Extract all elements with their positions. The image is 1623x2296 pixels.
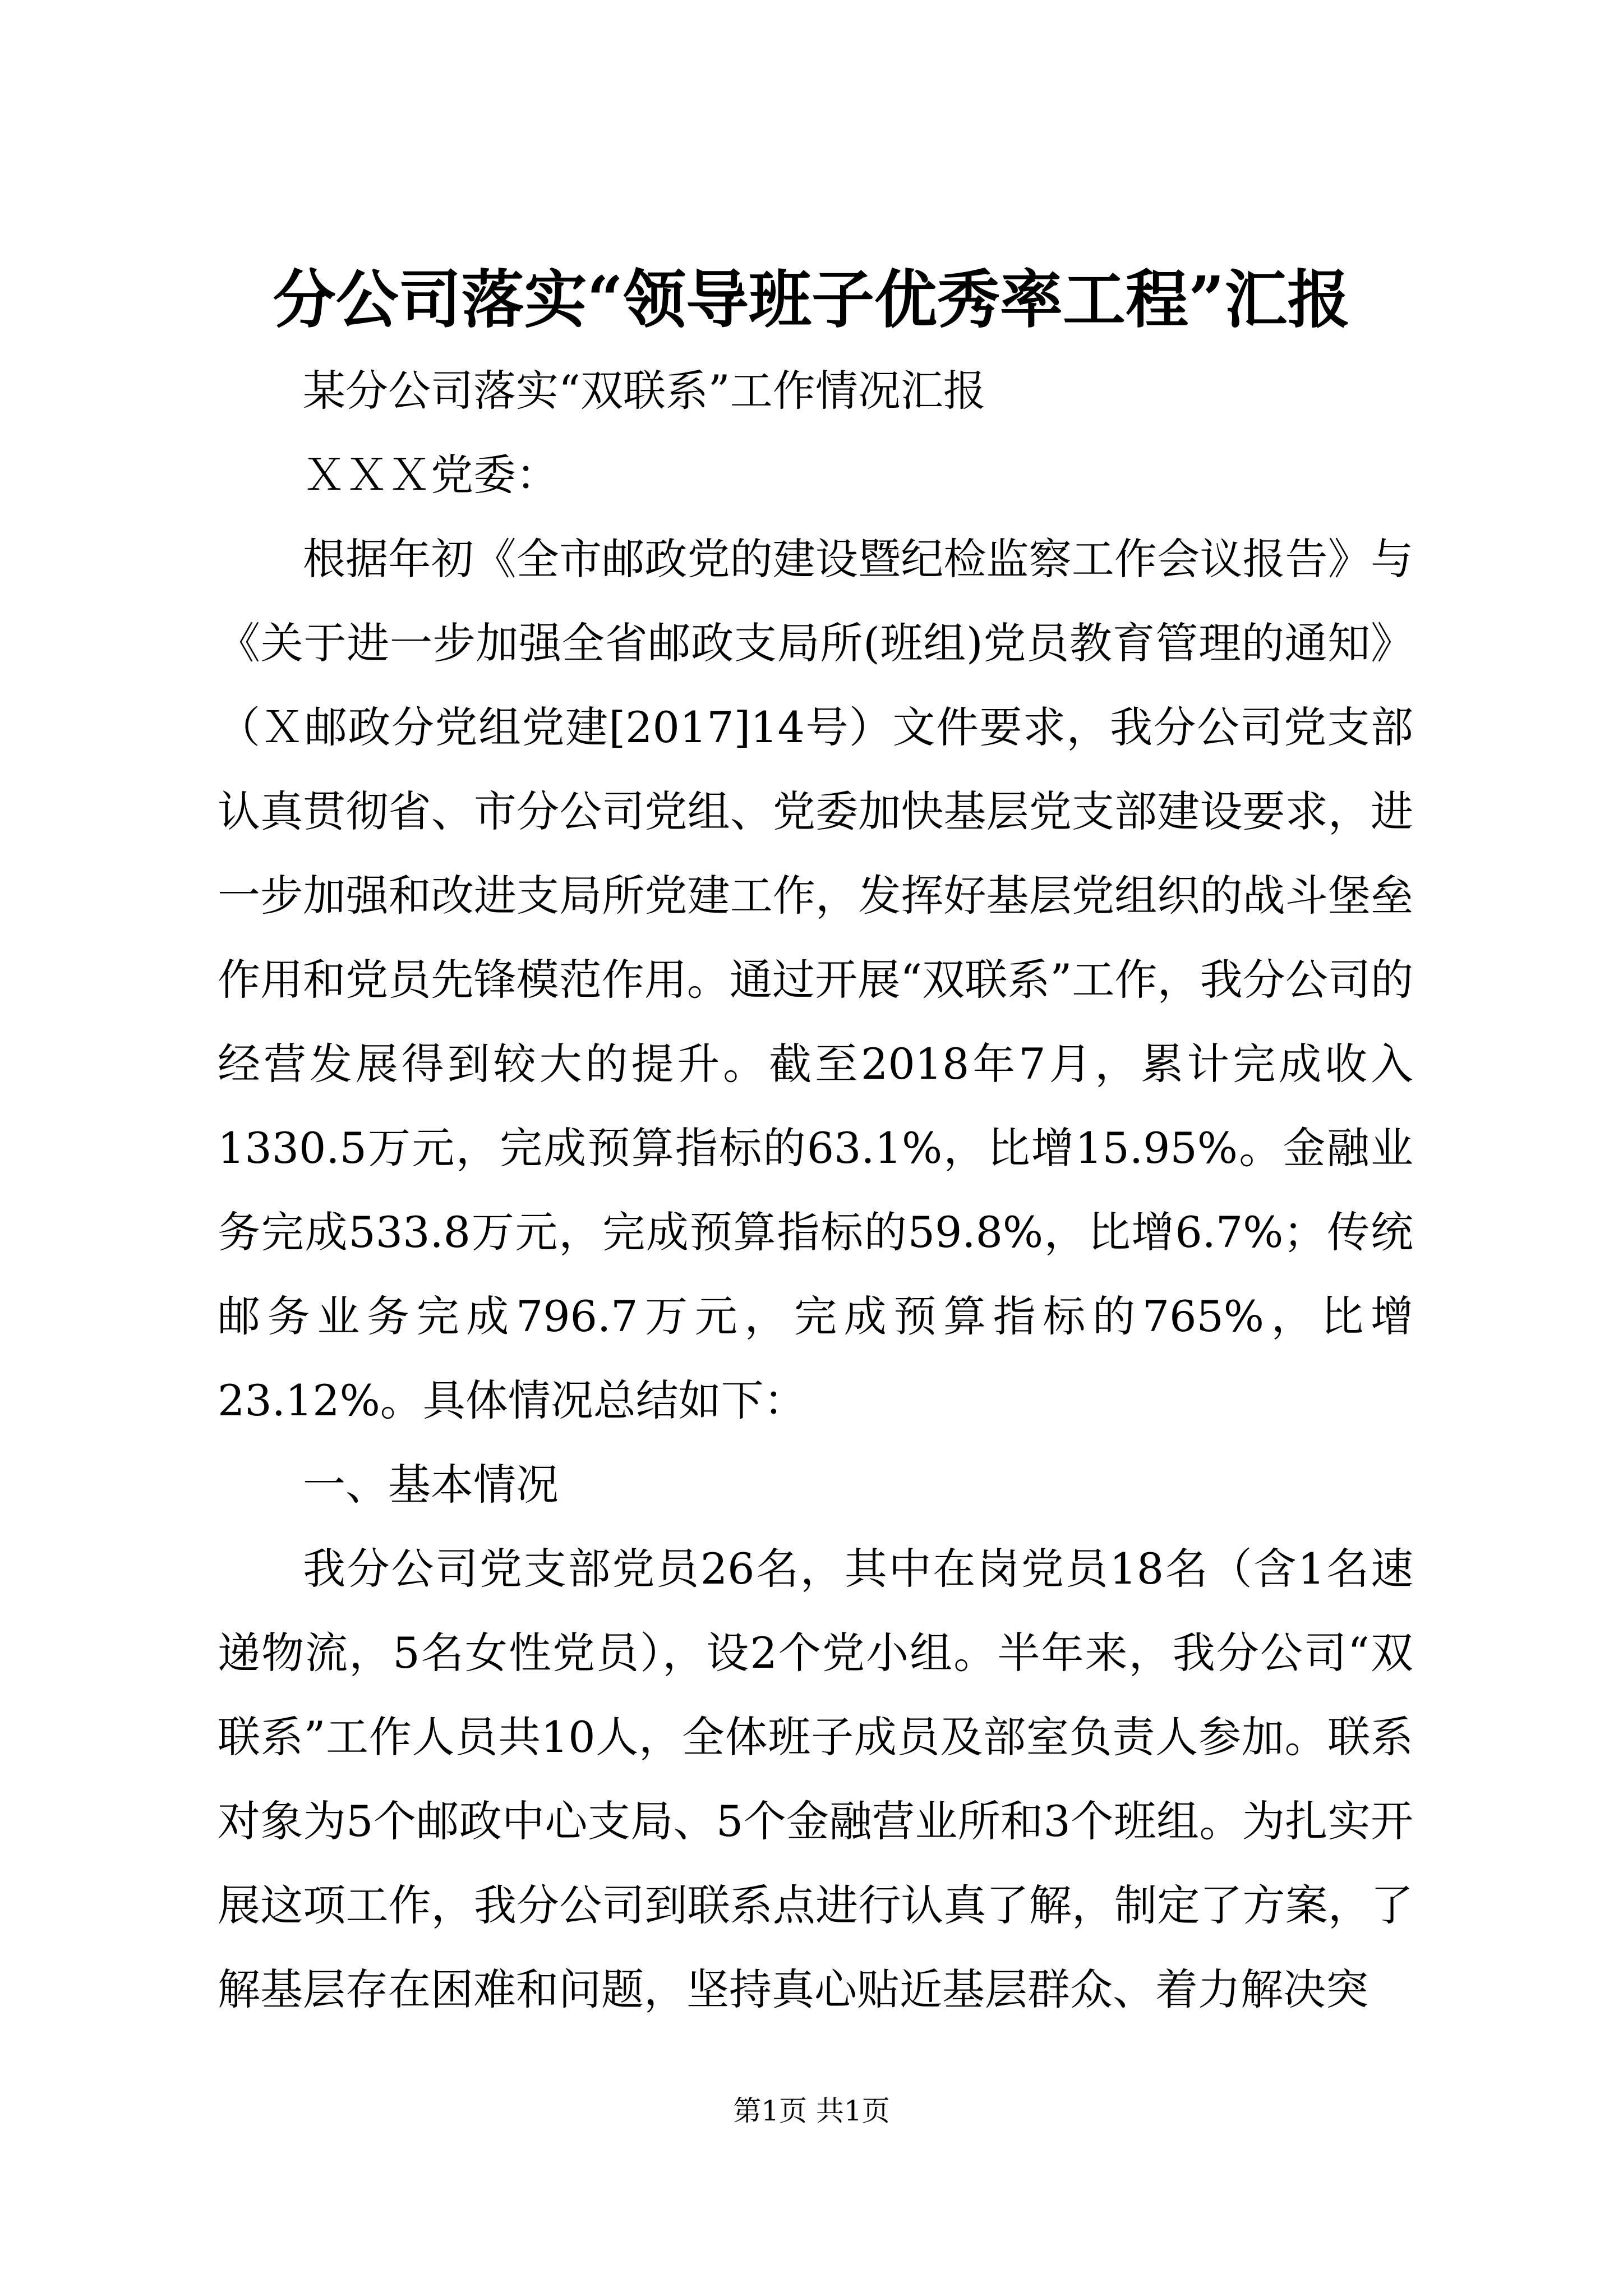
subtitle: 某分公司落实“双联系”工作情况汇报 [303,366,986,416]
document-body [218,349,1413,2032]
page-footer: 第1页 共1页 [733,2095,890,2127]
salutation: ＸＸＸ党委： [303,450,559,500]
section-heading: 一、基本情况 [303,1460,559,1510]
document-title: 分公司落实“领导班子优秀率工程”汇报 [273,263,1350,337]
paragraph-intro: 根据年初《全市邮政党的建设暨纪检监察工作会议报告》与《关于进一步加强全省邮政支局所(班组)党员教育管理的通知》（Ｘ邮政分党组党建[2017]14号）文件要求，我分公司党支部认真贯彻省、市分公司党组、党委加快基层党支部建设要求，进一步加强和改进支局所党建工作，发挥好基层党组织的战斗堡垒作用和党员先锋模范作用。通过开展“双联系”工作，我分公司的经营发展得到较大的提升。截至2018年7月，累计完成收入1330.5万元，完成预算指标的63.1%，比增15.95%。金融业务完成533.8万元，完成预算指标的59.8%，比增6.7%；传统邮务业务完成796.7万元，完成预算指标的765%，比增23.12%。具体情况总结如下： [218,534,1413,1425]
paragraph-basic-situation: 我分公司党支部党员26名，其中在岗党员18名（含1名速递物流，5名女性党员），设2个党小组。半年来，我分公司“双联系”工作人员共10人，全体班子成员及部室负责人参加。联系对象为5个邮政中心支局、5个金融营业所和3个班组。为扎实开展这项工作，我分公司到联系点进行认真了解，制定了方案，了解基层存在困难和问题，坚持真心贴近基层群众、着力解决突 [218,1544,1413,2014]
